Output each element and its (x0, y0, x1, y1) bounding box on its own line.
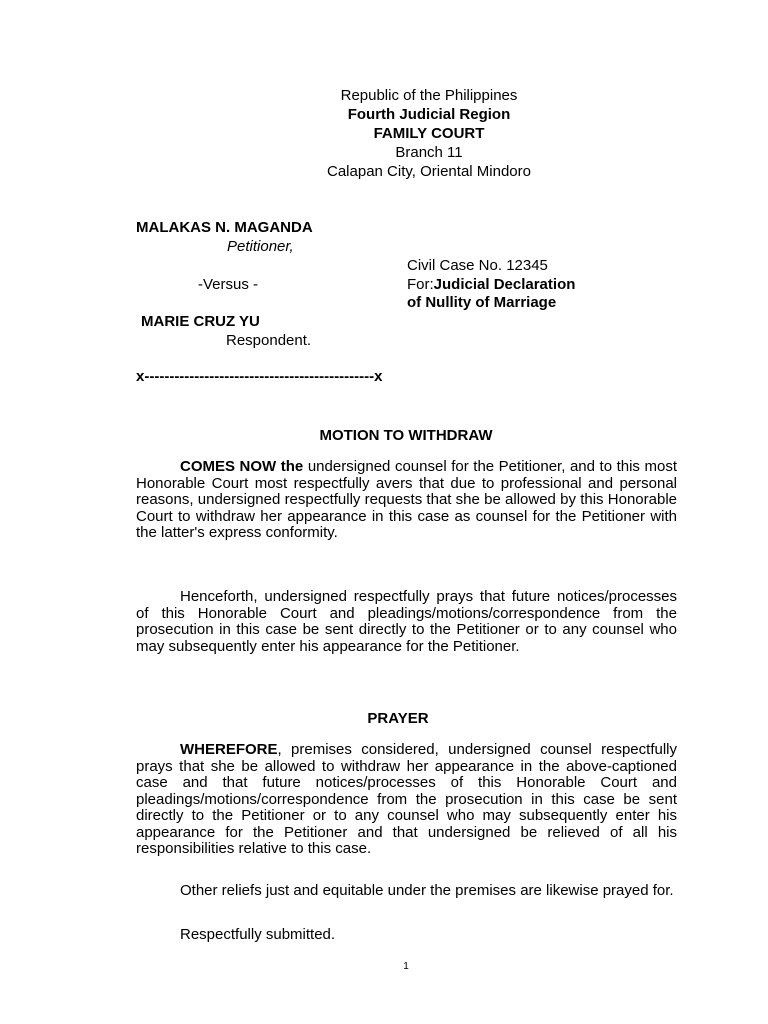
versus-label: -Versus - (198, 276, 259, 293)
header-location: Calapan City, Oriental Mindoro (327, 163, 531, 180)
header-republic: Republic of the Philippines (340, 87, 518, 104)
case-nature (407, 275, 575, 294)
paragraph-4-text: Other reliefs just and equitable under the premises are likewise prayed for. (180, 882, 674, 899)
case-number: Civil Case No. 12345 (407, 257, 548, 274)
document-title: MOTION TO WITHDRAW (319, 427, 493, 444)
paragraph-5-text: Respectfully submitted. (180, 926, 336, 943)
paragraph-3-text: , premises considered, undersigned counsel respectfully prays that she be allowed to withdraw her appearance in the above-captioned case and that future notices/processes of this Honorable Court and pleadings/motions/correspondence from the prosecution in this case be sent directly to the Petitioner or to any counsel who may subsequently enter his appearance for the Petitioner and that undersigned be relieved of all his responsibilities relative to this case. (136, 741, 677, 857)
case-nature-line2: of Nullity of Marriage (407, 294, 557, 311)
paragraph-1-text: undersigned counsel for the Petitioner, and to this most Honorable Court most respectfully avers that due to professional and personal reasons, undersigned respectfully requests that she be allowed by this Honorable Court to withdraw her appearance in this case as counsel for the Petitioner with the latter's express conformity. (136, 458, 677, 541)
caption-separator: x----------------------------------------------x (136, 368, 383, 385)
respondent-name: MARIE CRUZ YU (141, 313, 260, 330)
respondent-role: Respondent. (226, 332, 312, 349)
header-court: FAMILY COURT (373, 125, 485, 142)
paragraph-3-lead: WHEREFORE (180, 741, 278, 758)
paragraph-2 (136, 589, 677, 655)
court-header (0, 86, 768, 181)
paragraph-5 (136, 927, 677, 944)
case-nature-prefix: For: (407, 276, 434, 293)
paragraph-2-text: Henceforth, undersigned respectfully prays that future notices/processes of this Honorable Court and pleadings/motions/correspondence from the prosecution in this case be sent directly to the Petitioner or to any counsel who may subsequently enter his appearance for the Petitioner. (136, 588, 677, 655)
paragraph-1-lead: COMES NOW the (180, 458, 304, 475)
header-region: Fourth Judicial Region (347, 106, 511, 123)
petitioner-role: Petitioner, (227, 238, 294, 255)
page-number: 1 (403, 961, 409, 972)
header-branch: Branch 11 (395, 144, 463, 161)
paragraph-4 (136, 883, 677, 900)
case-nature-line1: Judicial Declaration (433, 276, 576, 293)
paragraph-1 (136, 459, 677, 542)
prayer-heading: PRAYER (367, 710, 429, 727)
paragraph-3 (136, 742, 677, 858)
petitioner-name: MALAKAS N. MAGANDA (136, 219, 313, 236)
